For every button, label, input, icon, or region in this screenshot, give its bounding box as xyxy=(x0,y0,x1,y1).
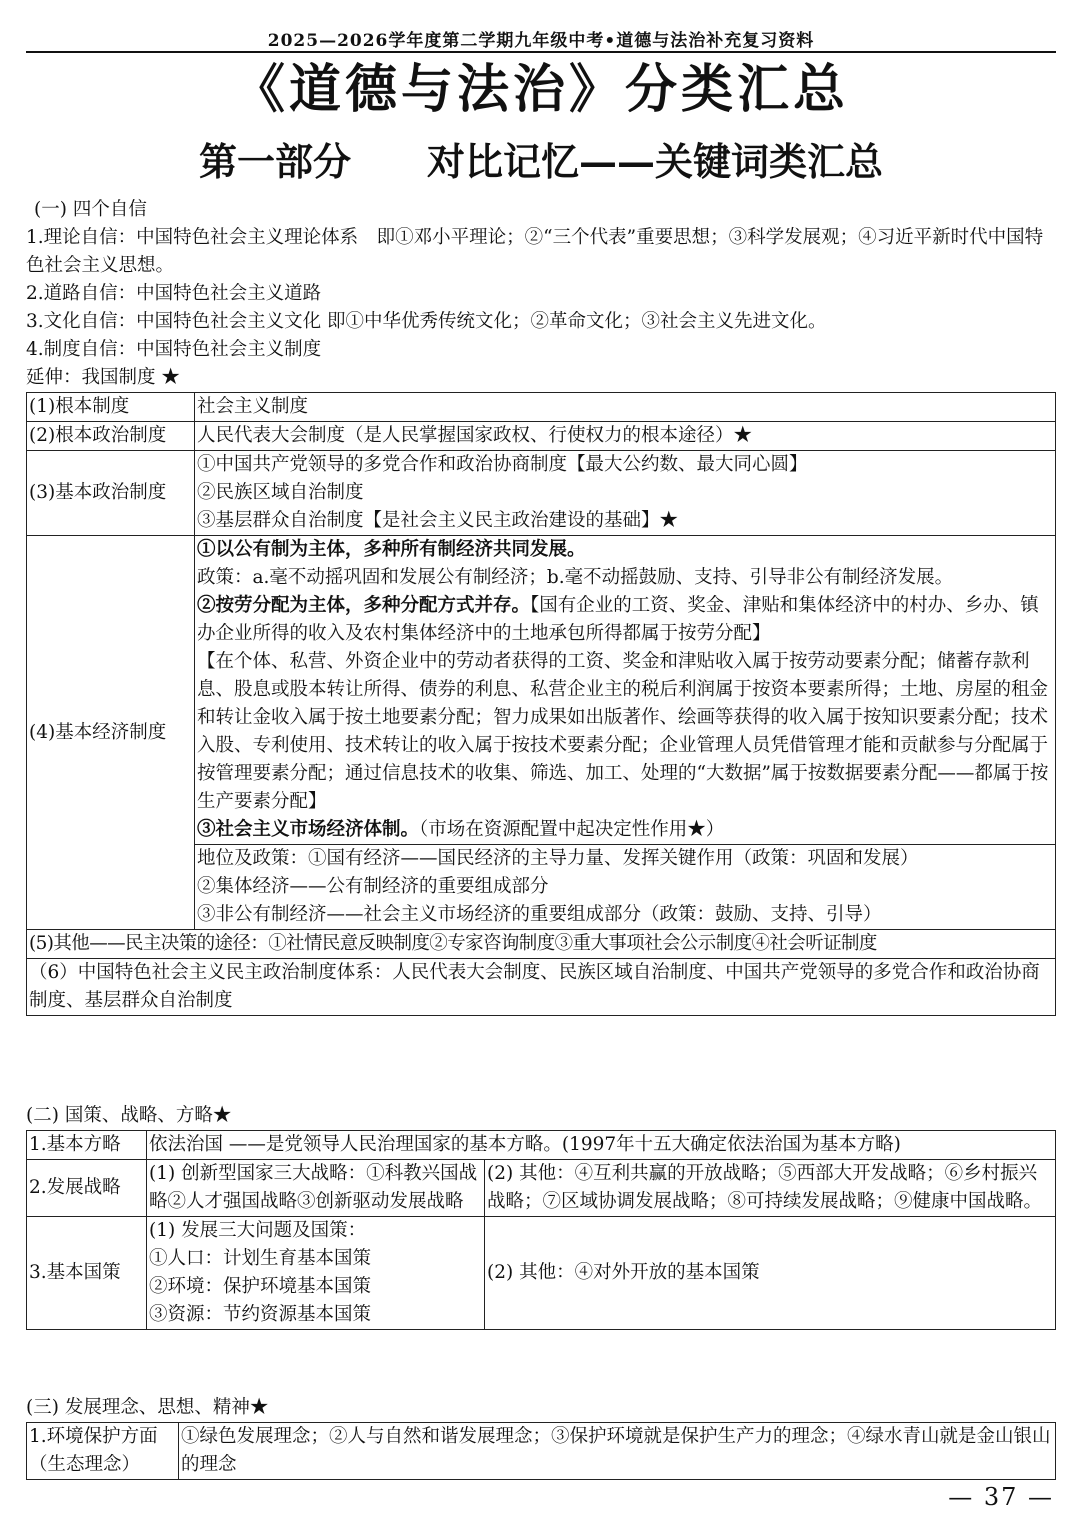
systems-table xyxy=(26,392,1056,1016)
row-content: (1) 创新型国家三大战略：①科教兴国战略②人才强国战略③创新驱动发展战略 xyxy=(147,1160,485,1217)
table-row xyxy=(27,451,1056,536)
economic-policy: 政策：a.毫不动摇巩固和发展公有制经济；b.毫不动摇鼓励、支持、引导非公有制经济发展。 xyxy=(197,567,954,588)
row-label: (4)基本经济制度 xyxy=(27,536,195,930)
row-content: （6）中国特色社会主义民主政治制度体系：人民代表大会制度、民族区域自治制度、中国共产党领导的多党合作和政治协商制度、基层群众自治制度 xyxy=(27,959,1056,1016)
list-item: ①中国共产党领导的多党合作和政治协商制度【最大公约数、最大同心圆】 xyxy=(197,454,808,475)
row-content: (5)其他——民主决策的途径：①社情民意反映制度②专家咨询制度③重大事项社会公示制度④社会听证制度 xyxy=(27,930,1056,959)
header-rule xyxy=(26,51,1056,53)
list-item: ③资源：节约资源基本国策 xyxy=(149,1304,372,1325)
list-item: (1) 发展三大问题及国策： xyxy=(149,1220,367,1241)
list-item: ②集体经济——公有制经济的重要组成部分 xyxy=(197,876,549,897)
list-item: ②民族区域自治制度 xyxy=(197,482,364,503)
point-3-note: （市场在资源配置中起决定性作用★） xyxy=(419,819,725,840)
row-label: 1.环境保护方面（生态理念） xyxy=(27,1423,179,1480)
confidence-item: 2.道路自信：中国特色社会主义道路 xyxy=(26,283,322,304)
list-item: ②环境：保护环境基本国策 xyxy=(149,1276,372,1297)
economic-point-3 xyxy=(197,816,1053,844)
main-title: 《道德与法治》分类汇总 xyxy=(232,59,849,120)
section-strategies xyxy=(26,1102,1056,1330)
list-item: 地位及政策：①国有经济——国民经济的主导力量、发挥关键作用（政策：巩固和发展） xyxy=(197,848,919,869)
row-label: 2.发展战略 xyxy=(27,1160,147,1217)
row-label: 3.基本国策 xyxy=(27,1217,147,1330)
strategies-table xyxy=(26,1130,1056,1330)
row-content xyxy=(195,451,1056,536)
row-content xyxy=(147,1217,485,1330)
table-row xyxy=(27,1131,1056,1160)
distribution-note: 【在个体、私营、外资企业中的劳动者获得的工资、奖金和津贴收入属于按劳动要素分配；储蓄存款利息、股息或股本转让所得、债券的利息、私营企业主的税后利润属于按资本要素所得；土地、房屋的租金和转让金收入属于按土地要素分配；智力成果如出版著作、绘画等获得的收入属于按知识要素分配；技术入股、专利使用、技术转让的收入属于按技术要素分配；企业管理人员凭借管理才能和贡献参与分配属于按管理要素分配；通过信息技术的收集、筛选、加工、处理的“大数据”属于按数据要素分配——都属于按生产要素分配】 xyxy=(197,651,1049,812)
table-row xyxy=(27,536,1056,845)
row-content: (2) 其他：④互利共赢的开放战略；⑤西部大开发战略；⑥乡村振兴战略；⑦区域协调发展战略；⑧可持续发展战略；⑨健康中国战略。 xyxy=(485,1160,1056,1217)
row-content xyxy=(195,845,1056,930)
table-row xyxy=(27,393,1056,422)
row-label: (2)根本政治制度 xyxy=(27,422,195,451)
row-content xyxy=(195,536,1056,845)
row-label: (3)基本政治制度 xyxy=(27,451,195,536)
list-item: ①人口：计划生育基本国策 xyxy=(149,1248,372,1269)
economic-point-2 xyxy=(197,592,1053,648)
concepts-table xyxy=(26,1422,1056,1480)
list-item: ③基层群众自治制度【是社会主义民主政治建设的基础】★ xyxy=(197,510,679,531)
row-content: ①绿色发展理念；②人与自然和谐发展理念；③保护环境就是保护生产力的理念；④绿水青山就是金山银山的理念 xyxy=(179,1423,1056,1480)
section-heading: (二) 国策、战略、方略★ xyxy=(26,1105,232,1126)
section-concepts xyxy=(26,1394,1056,1480)
row-content: 依法治国 ——是党领导人民治理国家的基本方略。(1997年十五大确定依法治国为基本方略) xyxy=(147,1131,1056,1160)
confidence-item: 1.理论自信：中国特色社会主义理论体系 即①邓小平理论；②“三个代表”重要思想；③科学发展观；④习近平新时代中国特色社会主义思想。 xyxy=(26,227,1044,276)
section-four-confidences xyxy=(26,196,1056,1016)
point-3-title: ③社会主义市场经济体制。 xyxy=(197,819,420,840)
row-content: (2) 其他：④对外开放的基本国策 xyxy=(485,1217,1056,1330)
row-content: 社会主义制度 xyxy=(195,393,1056,422)
table-row xyxy=(27,1217,1056,1330)
table-row xyxy=(27,422,1056,451)
table-row xyxy=(27,1423,1056,1480)
part-title: 第一部分 对比记忆——关键词类汇总 xyxy=(198,139,883,184)
row-label: (1)根本制度 xyxy=(27,393,195,422)
confidence-item: 3.文化自信：中国特色社会主义文化 即①中华优秀传统文化；②革命文化；③社会主义先进文化。 xyxy=(26,311,827,332)
point-2-note: 【国有企业的工资、奖金、津贴和集体经济中的村办、乡办、镇办企业所得的收入及农村集体经济中的土地承包所得都属于按劳分配】 xyxy=(197,595,1039,644)
page-number: — 37 — xyxy=(948,1483,1054,1511)
table-row xyxy=(27,959,1056,1016)
running-header: 2025—2026学年度第二学期九年级中考•道德与法治补充复习资料 xyxy=(267,31,815,51)
extension-line: 延伸：我国制度 ★ xyxy=(26,367,180,388)
row-content: 人民代表大会制度（是人民掌握国家政权、行使权力的根本途径）★ xyxy=(195,422,1056,451)
economic-point-1: ①以公有制为主体，多种所有制经济共同发展。 xyxy=(197,539,586,560)
row-label: 1.基本方略 xyxy=(27,1131,147,1160)
table-row xyxy=(27,1160,1056,1217)
section-heading: (一) 四个自信 xyxy=(34,199,147,220)
section-heading: (三) 发展理念、思想、精神★ xyxy=(26,1397,269,1418)
list-item: ③非公有制经济——社会主义市场经济的重要组成部分（政策：鼓励、支持、引导） xyxy=(197,904,882,925)
table-row xyxy=(27,930,1056,959)
point-2-title: ②按劳分配为主体，多种分配方式并存。 xyxy=(197,595,531,616)
confidence-item: 4.制度自信：中国特色社会主义制度 xyxy=(26,339,322,360)
